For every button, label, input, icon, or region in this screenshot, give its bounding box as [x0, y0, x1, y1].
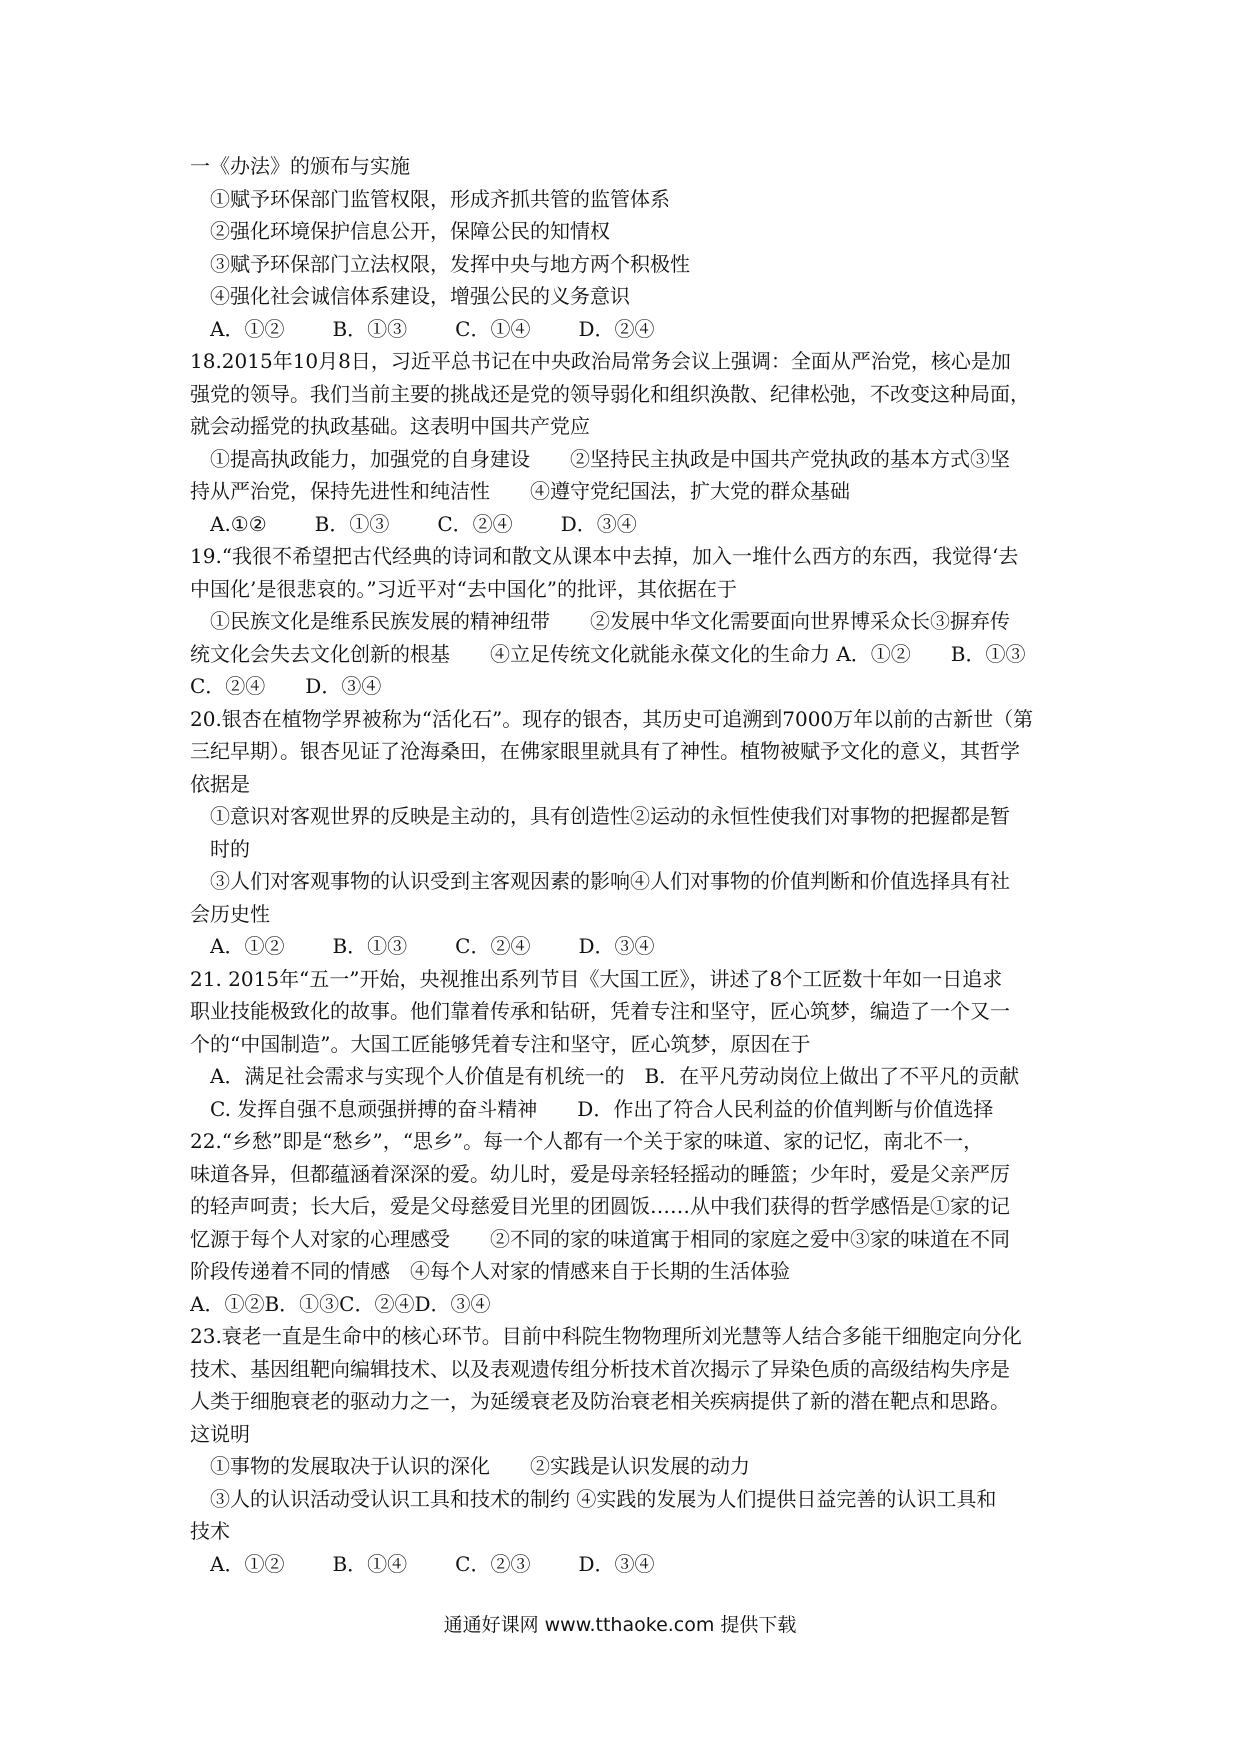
text-line: 统文化会失去文化创新的根基 ④立足传统文化就能永葆文化的生命力 A．①② B．①③ — [190, 641, 1026, 666]
answer-option: A．①② — [190, 1291, 265, 1316]
answer-option: C．②④ — [339, 1291, 415, 1316]
answer-options — [190, 1548, 1090, 1581]
answer-option: B．①③ — [264, 1291, 340, 1316]
text-line: 的轻声呵责；长大后，爱是父母慈爱目光里的团圆饭……从中我们获得的哲学感悟是①家的记 — [190, 1194, 1010, 1218]
text-line: ③赋予环保部门立法权限，发挥中央与地方两个积极性 — [210, 251, 690, 276]
text-line: 时的 — [210, 836, 250, 861]
text-line: 阶段传递着不同的情感 ④每个人对家的情感来自于长期的生活体验 — [190, 1259, 790, 1283]
answer-option: D．③④ — [578, 934, 655, 958]
answer-option: A．①② — [210, 316, 285, 341]
text-line: 个的“中国制造”。大国工匠能够凭着专注和坚守，匠心筑梦，原因在于 — [190, 1031, 811, 1056]
text-line: 技术 — [190, 1519, 230, 1543]
text-line: 味道各异，但都蕴涵着深深的爱。幼儿时，爱是母亲轻轻摇动的睡篮；少年时，爱是父亲严厉 — [190, 1161, 1010, 1186]
answer-options — [190, 313, 1090, 346]
text-line: 一《办法》的颁布与实施 — [190, 154, 410, 178]
text-line: A．满足社会需求与实现个人价值是有机统一的 B．在平凡劳动岗位上做出了不平凡的贡献 — [210, 1064, 1020, 1088]
page-footer: 通通好课网 www.tthaoke.com 提供下载 — [443, 1614, 797, 1636]
answer-option: A．①② — [210, 934, 285, 958]
text-line: ①提高执政能力，加强党的自身建设 ②坚持民主执政是中国共产党执政的基本方式③坚 — [210, 446, 1010, 471]
document-body — [190, 150, 1090, 1580]
text-line: ①意识对客观世界的反映是主动的，具有创造性②运动的永恒性使我们对事物的把握都是暂 — [210, 804, 1010, 828]
text-line: 依据是 — [190, 771, 250, 796]
text-line: 就会动摇党的执政基础。这表明中国共产党应 — [190, 414, 590, 438]
text-line: 持从严治党，保持先进性和纯洁性 ④遵守党纪国法，扩大党的群众基础 — [190, 479, 850, 503]
text-line: ③人的认识活动受认识工具和技术的制约 ④实践的发展为人们提供日益完善的认识工具和 — [210, 1486, 997, 1511]
text-line: 18.2015年10月8日，习近平总书记在中央政治局常务会议上强调：全面从严治党，核心是加 — [190, 349, 1011, 373]
text-line: 23.衰老一直是生命中的核心环节。目前中科院生物物理所刘光慧等人结合多能干细胞定向分化 — [190, 1324, 1022, 1348]
answer-option: C．②④ — [437, 511, 513, 536]
answer-option: B．①③ — [332, 316, 408, 341]
text-line: 忆源于每个人对家的心理感受 ②不同的家的味道寓于相同的家庭之爱中③家的味道在不同 — [190, 1226, 1010, 1251]
text-line: ①赋予环保部门监管权限，形成齐抓共管的监管体系 — [210, 186, 670, 211]
text-line: 22.“乡愁”即是“愁乡”，“思乡”。每一个人都有一个关于家的味道、家的记忆，南北不一， — [190, 1129, 984, 1153]
text-line: 三纪早期）。银杏见证了沧海桑田，在佛家眼里就具有了神性。植物被赋予文化的意义，其哲学 — [190, 739, 1020, 763]
answer-option: D．③④ — [560, 511, 637, 536]
text-line: 人类于细胞衰老的驱动力之一，为延缓衰老及防治衰老相关疾病提供了新的潜在靶点和思路。 — [190, 1389, 1010, 1413]
answer-options — [190, 508, 1090, 541]
answer-option: B．①③ — [314, 511, 390, 536]
answer-option: B．①③ — [332, 934, 408, 958]
text-line: 21. 2015年“五一”开始，央视推出系列节目《大国工匠》，讲述了8个工匠数十年如一日追求 — [190, 966, 1003, 991]
text-line: 20.银杏在植物学界被称为“活化石”。现存的银杏，其历史可追溯到7000万年以前的古新世（第 — [190, 706, 1034, 731]
text-line: 职业技能极致化的故事。他们靠着传承和钻研，凭着专注和坚守，匠心筑梦，编造了一个又一 — [190, 999, 1010, 1023]
text-line: 技术、基因组靶向编辑技术、以及表观遗传组分析技术首次揭示了异染色质的高级结构失序是 — [190, 1356, 1010, 1381]
text-line: ②强化环境保护信息公开，保障公民的知情权 — [210, 219, 610, 243]
text-line: ④强化社会诚信体系建设，增强公民的义务意识 — [210, 284, 630, 308]
answer-option: A．①② — [210, 1551, 285, 1576]
answer-option: D．③④ — [414, 1291, 491, 1316]
answer-option: A.①② — [210, 511, 267, 536]
text-line: ①民族文化是维系民族发展的精神纽带 ②发展中华文化需要面向世界博采众长③摒弃传 — [210, 609, 1010, 633]
text-line: C. 发挥自强不息顽强拼搏的奋斗精神 D．作出了符合人民利益的价值判断与价值选择 — [210, 1096, 994, 1121]
answer-options — [190, 930, 1090, 963]
answer-option: C．②④ — [455, 934, 531, 958]
text-line: 强党的领导。我们当前主要的挑战还是党的领导弱化和组织涣散、纪律松弛，不改变这种局面， — [190, 381, 1030, 406]
answer-option: C．②③ — [455, 1551, 531, 1576]
answer-option: D．③④ — [578, 1551, 655, 1576]
text-line: 会历史性 — [190, 901, 270, 926]
text-line: C．②④ D．③④ — [190, 674, 382, 698]
text-line: ③人们对客观事物的认识受到主客观因素的影响④人们对事物的价值判断和价值选择具有社 — [210, 869, 1010, 893]
answer-option: B．①④ — [332, 1551, 408, 1576]
text-line: ①事物的发展取决于认识的深化 ②实践是认识发展的动力 — [210, 1454, 750, 1478]
text-line: 这说明 — [190, 1421, 250, 1446]
answer-option: C．①④ — [455, 316, 531, 341]
answer-option: D．②④ — [578, 316, 655, 341]
text-line: 中国化’是很悲哀的。”习近平对“去中国化”的批评，其依据在于 — [190, 576, 738, 601]
text-line: 19.“我很不希望把古代经典的诗词和散文从课本中去掉，加入一堆什么西方的东西，我觉得‘去 — [190, 544, 1019, 568]
answer-options — [190, 1288, 1090, 1321]
